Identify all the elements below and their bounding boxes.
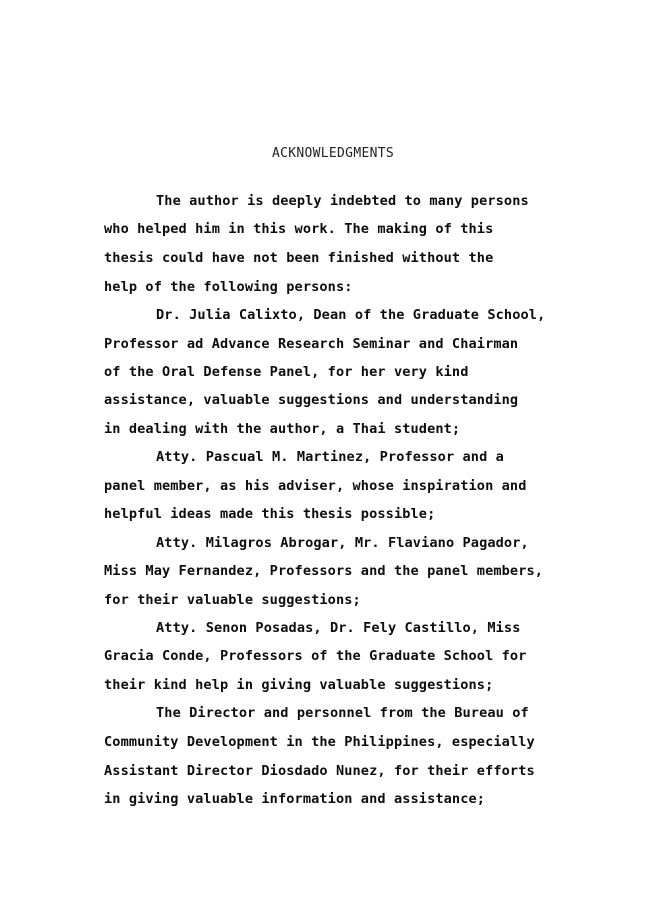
text-line: who helped him in this work. The making of this — [104, 221, 494, 237]
text-line: in giving valuable information and assistance; — [104, 791, 486, 807]
text-line: their kind help in giving valuable suggestions; — [104, 677, 494, 693]
text-line: Community Development in the Philippines, especially — [104, 734, 535, 750]
text-line: help of the following persons: — [104, 279, 353, 295]
text-line: Atty. Milagros Abrogar, Mr. Flaviano Pagador, — [156, 535, 529, 551]
text-line: Assistant Director Diosdado Nunez, for their efforts — [104, 763, 535, 779]
text-line: in dealing with the author, a Thai student; — [104, 421, 461, 437]
text-line: panel member, as his adviser, whose inspiration and — [104, 478, 527, 494]
text-line: of the Oral Defense Panel, for her very kind — [104, 364, 469, 380]
text-line: Miss May Fernandez, Professors and the panel members, — [104, 563, 544, 579]
text-line: Gracia Conde, Professors of the Graduate School for — [104, 648, 527, 664]
text-line: helpful ideas made this thesis possible; — [104, 506, 436, 522]
text-line: The author is deeply indebted to many persons — [156, 193, 529, 209]
text-line: Atty. Senon Posadas, Dr. Fely Castillo, Miss — [156, 620, 521, 636]
text-line: Professor ad Advance Research Seminar and Chairman — [104, 336, 519, 352]
text-line: Dr. Julia Calixto, Dean of the Graduate School, — [156, 307, 546, 323]
text-line: thesis could have not been finished without the — [104, 250, 494, 266]
text-line: assistance, valuable suggestions and understanding — [104, 392, 519, 408]
text-line: The Director and personnel from the Bureau of — [156, 705, 529, 721]
text-line: Atty. Pascual M. Martinez, Professor and a — [156, 449, 504, 465]
page-title: ACKNOWLEDGMENTS — [272, 146, 394, 161]
text-line: for their valuable suggestions; — [104, 592, 361, 608]
